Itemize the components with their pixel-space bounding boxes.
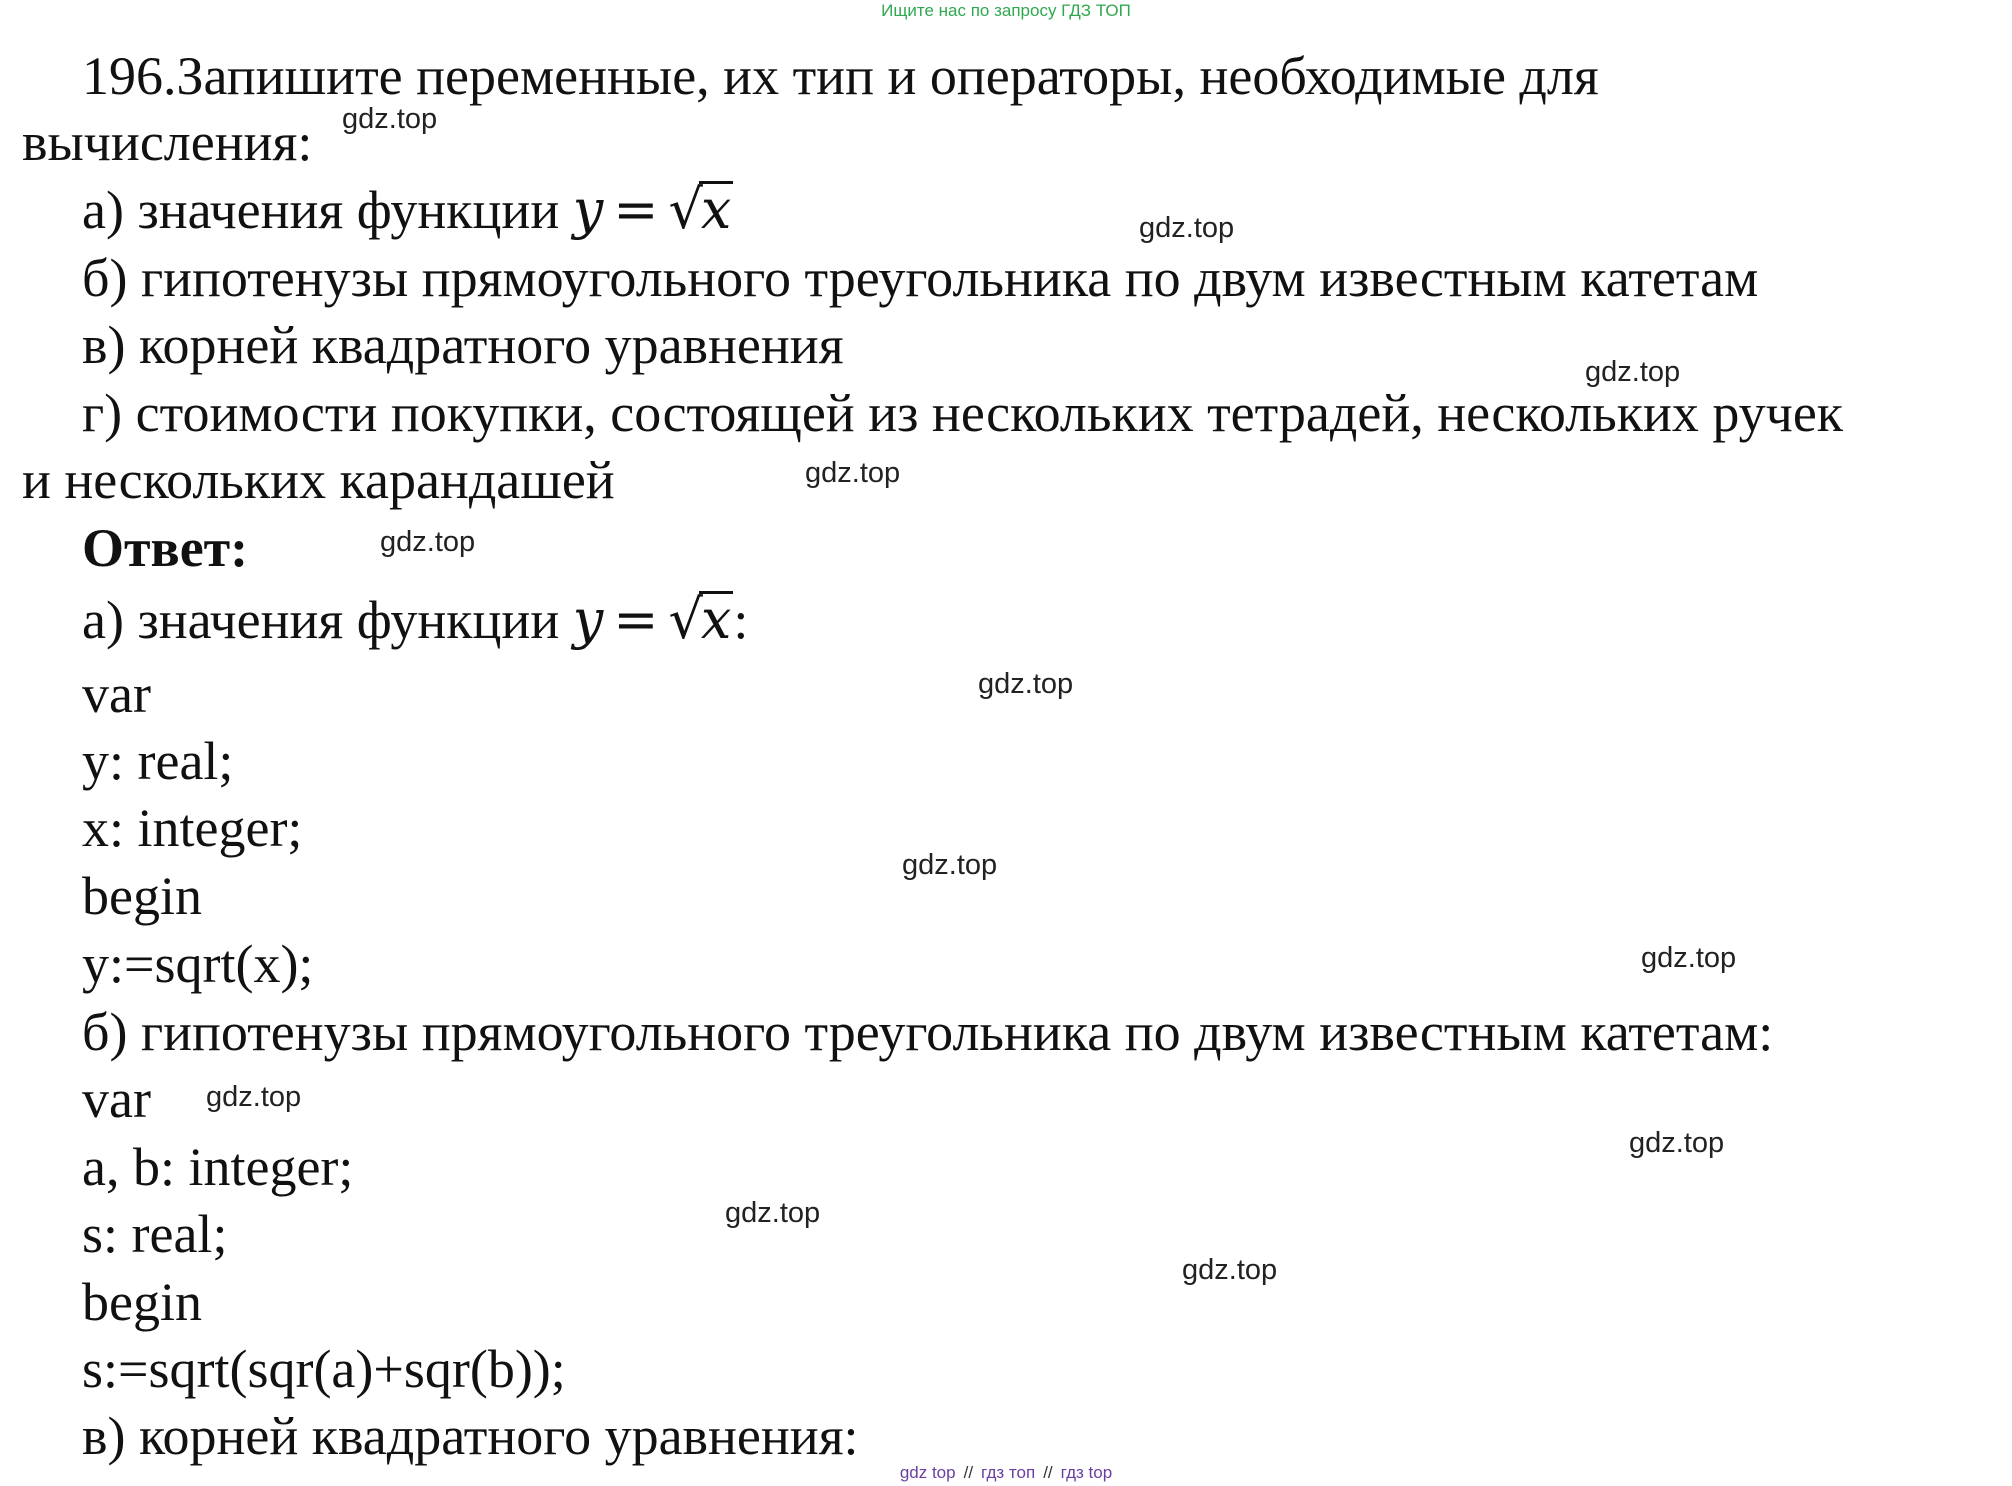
code-line: a, b: integer; bbox=[82, 1137, 354, 1197]
answer-label: Ответ: bbox=[82, 518, 249, 578]
formula-x: x bbox=[700, 178, 732, 241]
answer-item-a-colon: : bbox=[733, 590, 749, 650]
watermark: gdz.top bbox=[1641, 942, 1737, 974]
watermark: gdz.top bbox=[1182, 1254, 1278, 1286]
watermark: gdz.top bbox=[380, 526, 476, 558]
bottom-banner-link[interactable]: гдз топ bbox=[981, 1463, 1036, 1482]
watermark: gdz.top bbox=[805, 457, 901, 489]
bottom-banner-separator: // bbox=[963, 1463, 974, 1482]
watermark: gdz.top bbox=[342, 103, 438, 135]
code-line: y: real; bbox=[82, 731, 234, 791]
task-title-line-2: вычисления: bbox=[22, 112, 313, 172]
watermark: gdz.top bbox=[1585, 356, 1681, 388]
sqrt-icon: √ bbox=[668, 588, 703, 651]
top-banner[interactable]: Ищите нас по запросу ГДЗ ТОП bbox=[881, 1, 1131, 20]
task-item-b: б) гипотенузы прямоугольного треугольника по двум известным катетам bbox=[82, 248, 1759, 308]
answer-item-a bbox=[82, 590, 748, 650]
code-line: begin bbox=[82, 866, 202, 926]
bottom-banner-link[interactable]: gdz top bbox=[899, 1463, 956, 1482]
watermark: gdz.top bbox=[1629, 1127, 1725, 1159]
bottom-banner-separator: // bbox=[1043, 1463, 1053, 1482]
code-line: begin bbox=[82, 1272, 202, 1332]
code-line: s: real; bbox=[82, 1204, 228, 1264]
watermark: gdz.top bbox=[978, 668, 1074, 700]
formula-y: y bbox=[572, 588, 604, 651]
task-item-a-text: а) значения функции bbox=[82, 180, 573, 240]
sqrt-icon: √ bbox=[668, 178, 703, 241]
formula-equals: = bbox=[613, 178, 659, 241]
watermark: gdz.top bbox=[902, 849, 998, 881]
formula-x: x bbox=[700, 588, 732, 651]
code-line: s:=sqrt(sqr(a)+sqr(b)); bbox=[82, 1339, 566, 1399]
code-line: var bbox=[82, 664, 151, 724]
formula-equals: = bbox=[613, 588, 659, 651]
watermark: gdz.top bbox=[1139, 212, 1235, 244]
watermark: gdz.top bbox=[206, 1081, 302, 1113]
code-line: x: integer; bbox=[82, 798, 303, 858]
task-title-line-1: 196.Запишите переменные, их тип и операторы, необходимые для bbox=[82, 46, 1599, 106]
answer-item-a-text: а) значения функции bbox=[82, 590, 573, 650]
task-item-d-line-1: г) стоимости покупки, состоящей из нескольких тетрадей, нескольких ручек bbox=[82, 383, 1844, 443]
bottom-banner[interactable] bbox=[0, 1462, 2012, 1484]
answer-item-a-formula bbox=[573, 588, 734, 651]
task-item-d-line-2: и нескольких карандашей bbox=[22, 450, 615, 510]
task-item-a bbox=[82, 180, 733, 240]
bottom-banner-link[interactable]: гдз top bbox=[1060, 1463, 1113, 1482]
watermark: gdz.top bbox=[725, 1197, 821, 1229]
formula-y: y bbox=[572, 178, 604, 241]
answer-item-c: в) корней квадратного уравнения: bbox=[82, 1406, 859, 1466]
task-item-a-formula bbox=[573, 178, 734, 241]
answer-item-b: б) гипотенузы прямоугольного треугольника по двум известным катетам: bbox=[82, 1002, 1774, 1062]
code-line: var bbox=[82, 1069, 151, 1129]
task-item-c: в) корней квадратного уравнения bbox=[82, 315, 844, 375]
code-line: y:=sqrt(x); bbox=[82, 934, 314, 994]
